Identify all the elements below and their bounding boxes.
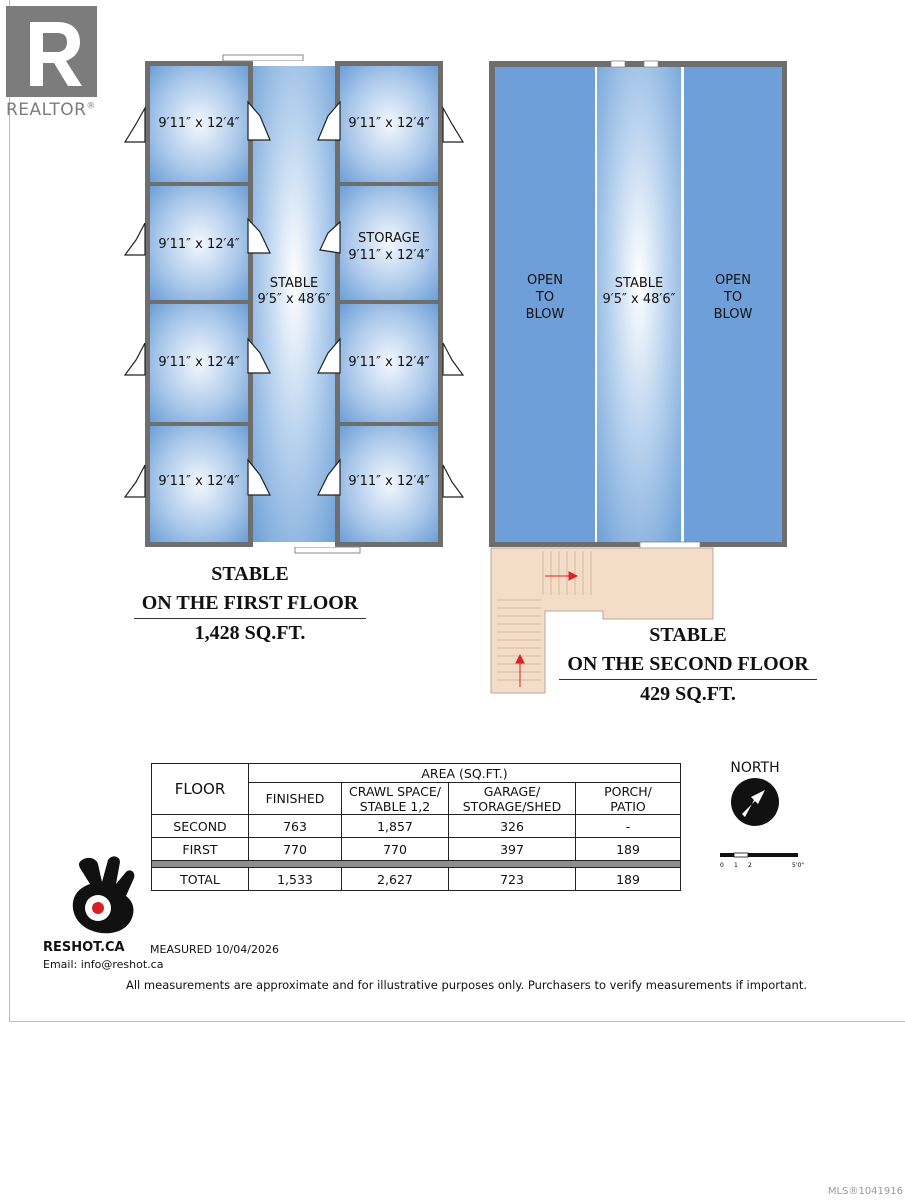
aisle-name: STABLE <box>269 276 319 291</box>
open-right-label: OPEN TO BLOW <box>713 273 753 322</box>
room-r2-name: STORAGE <box>358 231 420 246</box>
area-table <box>151 763 681 891</box>
footer-disclaimer: All measurements are approximate and for illustrative purposes only. Purchasers to verify measurements if important. <box>126 978 808 992</box>
realtor-logo <box>0 0 108 124</box>
room-l1-label: 9′11″ x 12′4″ <box>158 116 240 131</box>
col-porch: PORCH/ PATIO <box>576 783 681 815</box>
footer-email: Email: info@reshot.ca <box>43 958 164 971</box>
room-r4-label: 9′11″ x 12′4″ <box>348 474 430 489</box>
stable-center-dims: 9′5″ x 48′6″ <box>602 292 676 307</box>
room-l3-label: 9′11″ x 12′4″ <box>158 355 240 370</box>
table-row: FIRST 770 770 397 189 <box>152 838 681 861</box>
footer-measured: MEASURED 10/04/2026 <box>150 943 279 956</box>
col-garage: GARAGE/ STORAGE/SHED <box>449 783 576 815</box>
second-floor-plan <box>485 55 795 700</box>
realtor-logo-text: REALTOR® <box>6 100 96 120</box>
stable-center-name: STABLE <box>614 276 664 291</box>
second-floor-caption: STABLE ON THE SECOND FLOOR 429 SQ.FT. <box>555 621 821 709</box>
open-left-label: OPEN TO BLOW <box>525 273 565 322</box>
table-row: SECOND 763 1,857 326 - <box>152 815 681 838</box>
aisle-dims: 9′5″ x 48′6″ <box>257 292 331 307</box>
scale-label: 1 <box>734 862 738 869</box>
scale-label: 0 <box>720 862 724 869</box>
scale-label: 2 <box>748 862 752 869</box>
floor-header: FLOOR <box>152 764 249 815</box>
mls-number: MLS®1041916 <box>827 1186 903 1197</box>
room-r2-label: 9′11″ x 12′4″ <box>348 248 430 263</box>
room-l2-label: 9′11″ x 12′4″ <box>158 237 240 252</box>
north-arrow-icon <box>725 776 785 830</box>
second-floor-drawing <box>485 55 795 700</box>
table-divider <box>152 861 681 868</box>
north-indicator <box>725 760 785 834</box>
scale-label: 5'0" <box>792 862 805 869</box>
reshot-hand-logo-icon <box>68 854 140 936</box>
col-finished: FINISHED <box>249 783 342 815</box>
north-label: NORTH <box>730 760 780 776</box>
first-floor-plan <box>120 50 470 560</box>
realtor-logo-mark <box>6 6 97 97</box>
first-floor-caption: STABLE ON THE FIRST FLOOR 1,428 SQ.FT. <box>130 560 370 648</box>
table-row-total: TOTAL 1,533 2,627 723 189 <box>152 868 681 891</box>
room-l4-label: 9′11″ x 12′4″ <box>158 474 240 489</box>
footer-brand: RESHOT.CA <box>43 940 125 955</box>
col-crawl: CRAWL SPACE/ STABLE 1,2 <box>342 783 449 815</box>
room-r3-label: 9′11″ x 12′4″ <box>348 355 430 370</box>
room-r1-label: 9′11″ x 12′4″ <box>348 116 430 131</box>
area-header: AREA (SQ.FT.) <box>249 764 681 783</box>
scale-bar <box>718 850 808 872</box>
